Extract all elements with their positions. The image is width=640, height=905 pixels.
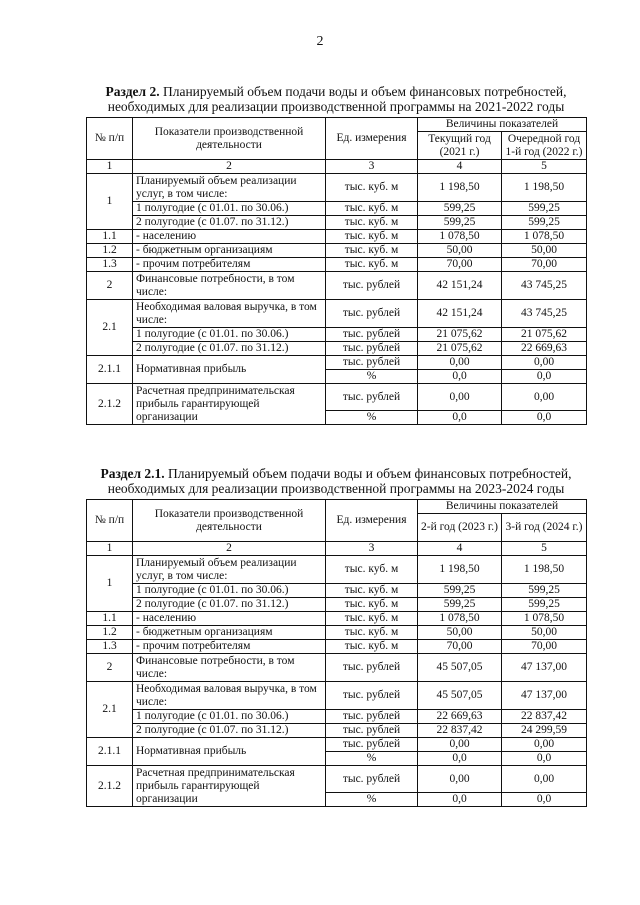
row-value-1: 21 075,62 — [418, 342, 502, 356]
header-unit: Ед. измерения — [326, 118, 418, 160]
colnum-3: 3 — [326, 542, 418, 556]
row-unit: тыс. куб. м — [326, 244, 418, 258]
header-num: № п/п — [87, 500, 133, 542]
row-value-1: 0,0 — [418, 752, 502, 766]
table-row — [87, 556, 587, 584]
row-unit: тыс. куб. м — [326, 598, 418, 612]
row-value-2: 0,0 — [502, 370, 587, 384]
row-indicator: Финансовые потребности, в том числе: — [133, 654, 326, 682]
section-title-number: Раздел 2. — [105, 84, 160, 99]
row-unit: тыс. куб. м — [326, 230, 418, 244]
production-table — [86, 499, 587, 807]
colnum-3: 3 — [326, 160, 418, 174]
row-unit: тыс. куб. м — [326, 640, 418, 654]
colnum-1: 1 — [87, 542, 133, 556]
row-value-2: 0,0 — [502, 411, 587, 425]
colnum-5: 5 — [502, 160, 587, 174]
row-value-2: 0,0 — [502, 752, 587, 766]
row-num: 1.2 — [87, 244, 133, 258]
section-title — [86, 466, 586, 496]
row-value-2: 70,00 — [502, 640, 587, 654]
row-value-2: 24 299,59 — [502, 724, 587, 738]
row-unit: тыс. рублей — [326, 300, 418, 328]
row-indicator: - бюджетным организациям — [133, 626, 326, 640]
header-year2: 3-й год (2024 г.) — [502, 514, 587, 542]
row-indicator: 2 полугодие (с 01.07. по 31.12.) — [133, 342, 326, 356]
row-value-1: 0,0 — [418, 793, 502, 807]
table-row — [87, 174, 587, 202]
table-row — [87, 724, 587, 738]
row-unit: % — [326, 411, 418, 425]
table-row — [87, 598, 587, 612]
row-indicator: 2 полугодие (с 01.07. по 31.12.) — [133, 724, 326, 738]
table-row — [87, 328, 587, 342]
row-num: 1.1 — [87, 612, 133, 626]
row-value-2: 43 745,25 — [502, 272, 587, 300]
row-indicator: 1 полугодие (с 01.01. по 30.06.) — [133, 584, 326, 598]
row-indicator: Расчетная предпринимательская прибыль гарантирующей организации — [133, 766, 326, 807]
colnum-2: 2 — [133, 160, 326, 174]
row-num: 1 — [87, 174, 133, 230]
row-indicator: Планируемый объем реализации услуг, в том числе: — [133, 174, 326, 202]
row-num: 2.1 — [87, 300, 133, 356]
table-row — [87, 654, 587, 682]
row-indicator: 1 полугодие (с 01.01. по 30.06.) — [133, 202, 326, 216]
row-unit: тыс. куб. м — [326, 626, 418, 640]
row-indicator: - прочим потребителям — [133, 640, 326, 654]
row-num: 1 — [87, 556, 133, 612]
header-row — [87, 500, 587, 514]
row-unit: тыс. рублей — [326, 342, 418, 356]
row-indicator: - прочим потребителям — [133, 258, 326, 272]
table-row — [87, 258, 587, 272]
row-value-1: 0,00 — [418, 766, 502, 793]
row-indicator: - населению — [133, 612, 326, 626]
row-value-1: 21 075,62 — [418, 328, 502, 342]
header-year2: Очередной год 1-й год (2022 г.) — [502, 132, 587, 160]
row-indicator: Нормативная прибыль — [133, 738, 326, 766]
table-row — [87, 300, 587, 328]
table-row — [87, 626, 587, 640]
row-value-2: 22 669,63 — [502, 342, 587, 356]
header-values: Величины показателей — [418, 118, 587, 132]
row-unit: тыс. куб. м — [326, 174, 418, 202]
colnum-4: 4 — [418, 160, 502, 174]
row-value-1: 1 078,50 — [418, 230, 502, 244]
row-unit: % — [326, 752, 418, 766]
row-value-2: 50,00 — [502, 244, 587, 258]
row-indicator: Планируемый объем реализации услуг, в том числе: — [133, 556, 326, 584]
row-value-1: 1 078,50 — [418, 612, 502, 626]
table-row — [87, 682, 587, 710]
header-indicator: Показатели производственной деятельности — [133, 500, 326, 542]
table-row — [87, 584, 587, 598]
row-indicator: - населению — [133, 230, 326, 244]
row-unit: тыс. рублей — [326, 356, 418, 370]
row-value-1: 599,25 — [418, 584, 502, 598]
row-value-2: 1 198,50 — [502, 174, 587, 202]
row-unit: тыс. куб. м — [326, 584, 418, 598]
row-indicator: Нормативная прибыль — [133, 356, 326, 384]
row-value-2: 0,00 — [502, 384, 587, 411]
row-indicator: Финансовые потребности, в том числе: — [133, 272, 326, 300]
row-unit: тыс. рублей — [326, 328, 418, 342]
row-unit: тыс. куб. м — [326, 556, 418, 584]
row-value-2: 22 837,42 — [502, 710, 587, 724]
row-value-2: 70,00 — [502, 258, 587, 272]
row-unit: тыс. рублей — [326, 682, 418, 710]
row-value-1: 1 198,50 — [418, 556, 502, 584]
header-unit: Ед. измерения — [326, 500, 418, 542]
row-value-2: 599,25 — [502, 216, 587, 230]
header-indicator: Показатели производственной деятельности — [133, 118, 326, 160]
row-value-1: 22 837,42 — [418, 724, 502, 738]
row-value-2: 47 137,00 — [502, 654, 587, 682]
row-value-1: 0,00 — [418, 738, 502, 752]
row-value-2: 50,00 — [502, 626, 587, 640]
row-unit: тыс. рублей — [326, 710, 418, 724]
row-value-1: 70,00 — [418, 258, 502, 272]
row-value-1: 42 151,24 — [418, 272, 502, 300]
table-row — [87, 766, 587, 793]
row-value-2: 1 078,50 — [502, 612, 587, 626]
header-year1: Текущий год (2021 г.) — [418, 132, 502, 160]
table-row — [87, 244, 587, 258]
row-value-1: 50,00 — [418, 626, 502, 640]
row-unit: % — [326, 370, 418, 384]
row-value-1: 1 198,50 — [418, 174, 502, 202]
row-unit: тыс. рублей — [326, 738, 418, 752]
colnum-2: 2 — [133, 542, 326, 556]
section-title-text: Планируемый объем подачи воды и объем финансовых потребностей, необходимых для реализации производственной программы на 2021-2022 годы — [107, 84, 567, 114]
row-num: 1.1 — [87, 230, 133, 244]
row-unit: тыс. куб. м — [326, 216, 418, 230]
row-value-2: 47 137,00 — [502, 682, 587, 710]
header-year1: 2-й год (2023 г.) — [418, 514, 502, 542]
table-row — [87, 230, 587, 244]
table-row — [87, 216, 587, 230]
row-num: 2.1.1 — [87, 356, 133, 384]
row-value-1: 70,00 — [418, 640, 502, 654]
row-value-2: 43 745,25 — [502, 300, 587, 328]
row-num: 2.1.1 — [87, 738, 133, 766]
row-unit: тыс. рублей — [326, 724, 418, 738]
row-num: 2 — [87, 272, 133, 300]
row-num: 1.3 — [87, 258, 133, 272]
row-value-2: 0,0 — [502, 793, 587, 807]
row-value-2: 1 198,50 — [502, 556, 587, 584]
row-value-1: 599,25 — [418, 202, 502, 216]
row-unit: % — [326, 793, 418, 807]
row-num: 1.2 — [87, 626, 133, 640]
row-value-2: 599,25 — [502, 598, 587, 612]
row-unit: тыс. рублей — [326, 272, 418, 300]
row-value-2: 0,00 — [502, 356, 587, 370]
row-value-1: 599,25 — [418, 216, 502, 230]
row-indicator: 1 полугодие (с 01.01. по 30.06.) — [133, 710, 326, 724]
row-value-1: 0,00 — [418, 384, 502, 411]
row-indicator: Необходимая валовая выручка, в том числе: — [133, 300, 326, 328]
row-value-2: 0,00 — [502, 738, 587, 752]
section-title-number: Раздел 2.1. — [100, 466, 165, 481]
row-value-2: 21 075,62 — [502, 328, 587, 342]
row-value-1: 42 151,24 — [418, 300, 502, 328]
row-num: 2.1.2 — [87, 384, 133, 425]
section-2 — [86, 84, 586, 425]
row-value-1: 0,00 — [418, 356, 502, 370]
table-row — [87, 342, 587, 356]
row-value-1: 0,0 — [418, 370, 502, 384]
row-unit: тыс. рублей — [326, 654, 418, 682]
table-row — [87, 384, 587, 411]
row-indicator: 2 полугодие (с 01.07. по 31.12.) — [133, 598, 326, 612]
row-value-1: 22 669,63 — [418, 710, 502, 724]
row-value-1: 599,25 — [418, 598, 502, 612]
row-value-1: 50,00 — [418, 244, 502, 258]
production-table — [86, 117, 587, 425]
row-indicator: 1 полугодие (с 01.01. по 30.06.) — [133, 328, 326, 342]
row-num: 2.1.2 — [87, 766, 133, 807]
colnum-1: 1 — [87, 160, 133, 174]
table-row — [87, 612, 587, 626]
row-value-1: 0,0 — [418, 411, 502, 425]
colnum-4: 4 — [418, 542, 502, 556]
column-numbers-row — [87, 160, 587, 174]
row-value-2: 1 078,50 — [502, 230, 587, 244]
row-unit: тыс. рублей — [326, 384, 418, 411]
column-numbers-row — [87, 542, 587, 556]
colnum-5: 5 — [502, 542, 587, 556]
row-value-2: 599,25 — [502, 202, 587, 216]
table-row — [87, 272, 587, 300]
row-value-1: 45 507,05 — [418, 682, 502, 710]
row-unit: тыс. куб. м — [326, 202, 418, 216]
table-row — [87, 710, 587, 724]
row-value-2: 599,25 — [502, 584, 587, 598]
table-row — [87, 640, 587, 654]
row-num: 1.3 — [87, 640, 133, 654]
table-row — [87, 356, 587, 370]
row-unit: тыс. куб. м — [326, 258, 418, 272]
row-value-2: 0,00 — [502, 766, 587, 793]
section-title — [86, 84, 586, 114]
row-unit: тыс. куб. м — [326, 612, 418, 626]
section-title-text: Планируемый объем подачи воды и объем финансовых потребностей, необходимых для реализации производственной программы на 2023-2024 годы — [107, 466, 572, 496]
row-num: 2.1 — [87, 682, 133, 738]
row-num: 2 — [87, 654, 133, 682]
section-2-1 — [86, 466, 586, 807]
row-indicator: 2 полугодие (с 01.07. по 31.12.) — [133, 216, 326, 230]
row-unit: тыс. рублей — [326, 766, 418, 793]
table-row — [87, 738, 587, 752]
row-indicator: - бюджетным организациям — [133, 244, 326, 258]
table-row — [87, 202, 587, 216]
page-number: 2 — [316, 34, 324, 49]
row-indicator: Расчетная предпринимательская прибыль гарантирующей организации — [133, 384, 326, 425]
header-num: № п/п — [87, 118, 133, 160]
header-values: Величины показателей — [418, 500, 587, 514]
row-value-1: 45 507,05 — [418, 654, 502, 682]
row-indicator: Необходимая валовая выручка, в том числе: — [133, 682, 326, 710]
header-row — [87, 118, 587, 132]
